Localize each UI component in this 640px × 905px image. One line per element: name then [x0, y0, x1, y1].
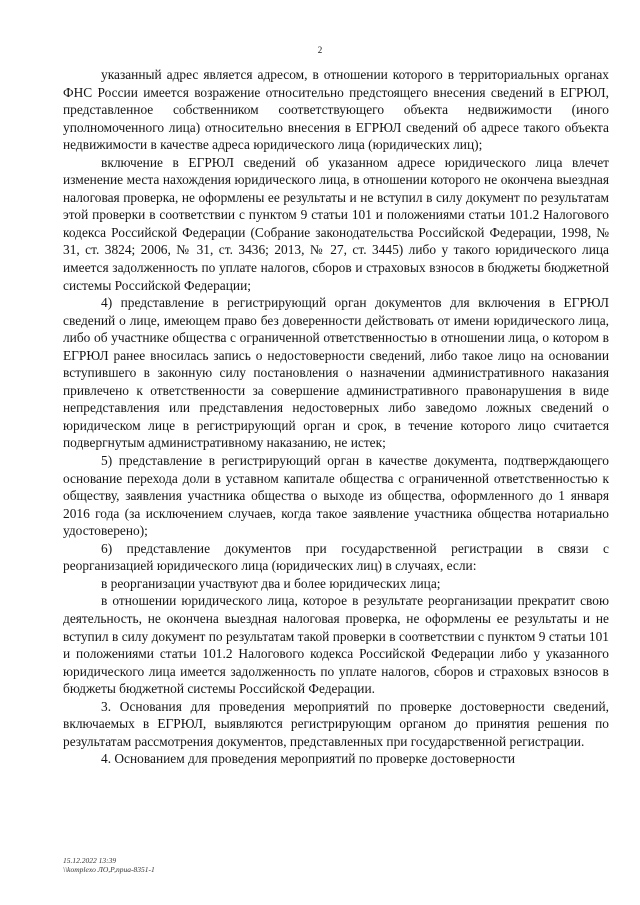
document-body [63, 66, 609, 768]
footer [63, 856, 155, 874]
footer-date: 15.12.2022 13:39 [63, 856, 117, 865]
paragraph: 3. Основания для проведения мероприятий по проверке достоверности сведений, включаемых в ЕГРЮЛ, выявляются регистрирующим органом до принятия решения по результатам рассмотрения документов, представленных при государственной регистрации. [63, 698, 609, 749]
paragraph: 6) представление документов при государственной регистрации в связи с реорганизацией юридического лица (юридических лиц) в случаях, если: [63, 540, 609, 574]
footer-file-path: \\komplexo ЛО,Р,приа-8351-1 [63, 865, 155, 874]
paragraph: 4) представление в регистрирующий орган документов для включения в ЕГРЮЛ сведений о лице, имеющем право без доверенности действовать от имени юридического лица, либо об участнике общества с ограниченной ответственностью в отношении лица, о котором в ЕГРЮЛ ранее вносилась запись о недостоверности сведений, либо такое лицо на основании вступившего в законную силу постановления о назначении административного наказания привлечено к ответственности за совершение административного правонарушения в виде непредставления или представления недостоверных либо заведомо ложных сведений о юридическом лице в регистрирующий орган и срок, в течение которого лицо считается подвергнутым административному наказанию, не истек; [63, 295, 609, 451]
page-number: 2 [317, 45, 323, 55]
paragraph: указанный адрес является адресом, в отношении которого в территориальных органах ФНС России имеется возражение относительно предстоящего внесения сведений в ЕГРЮЛ, представленное собственником соответствующего объекта недвижимости (иного уполномоченного лица) относительно внесения в ЕГРЮЛ сведений об адресе такого объекта недвижимости в качестве адреса юридического лица (юридических лиц); [63, 67, 609, 153]
paragraph: 5) представление в регистрирующий орган в качестве документа, подтверждающего основание перехода доли в уставном капитале общества с ограниченной ответственностью к обществу, заявления участника общества о выходе из общества, оформленного до 1 января 2016 года (за исключением случаев, когда такое заявление участника общества нотариально удостоверено); [63, 453, 609, 539]
paragraph: в отношении юридического лица, которое в результате реорганизации прекратит свою деятельность, не окончена выездная налоговая проверка, не оформлены ее результаты и не вступил в силу документ по результатам такой проверки в соответствии с пунктом 9 статьи 101 и положениями статьи 101.2 Налогового кодекса Российской Федерации либо у указанного юридического лица имеется задолженность по уплате налогов, сборов и страховых взносов в бюджеты бюджетной системы Российской Федерации. [63, 593, 609, 697]
paragraph: в реорганизации участвуют два и более юридических лица; [101, 575, 441, 591]
paragraph: 4. Основанием для проведения мероприятий по проверке достоверности [101, 751, 516, 767]
paragraph: включение в ЕГРЮЛ сведений об указанном адресе юридического лица влечет изменение места нахождения юридического лица, в отношении которого не окончена выездная налоговая проверка, не оформлены ее результаты и не вступил в силу документ по результатам этой проверки в соответствии с пунктом 9 статьи 101 и положениями статьи 101.2 Налогового кодекса Российской Федерации (Собрание законодательства Российской Федерации, 1998, № 31, ст. 3824; 2006, № 31, ст. 3436; 2013, № 27, ст. 3445) либо у такого юридического лица имеется задолженность по уплате налогов, сборов и страховых взносов в бюджеты бюджетной системы Российской Федерации; [63, 154, 609, 293]
